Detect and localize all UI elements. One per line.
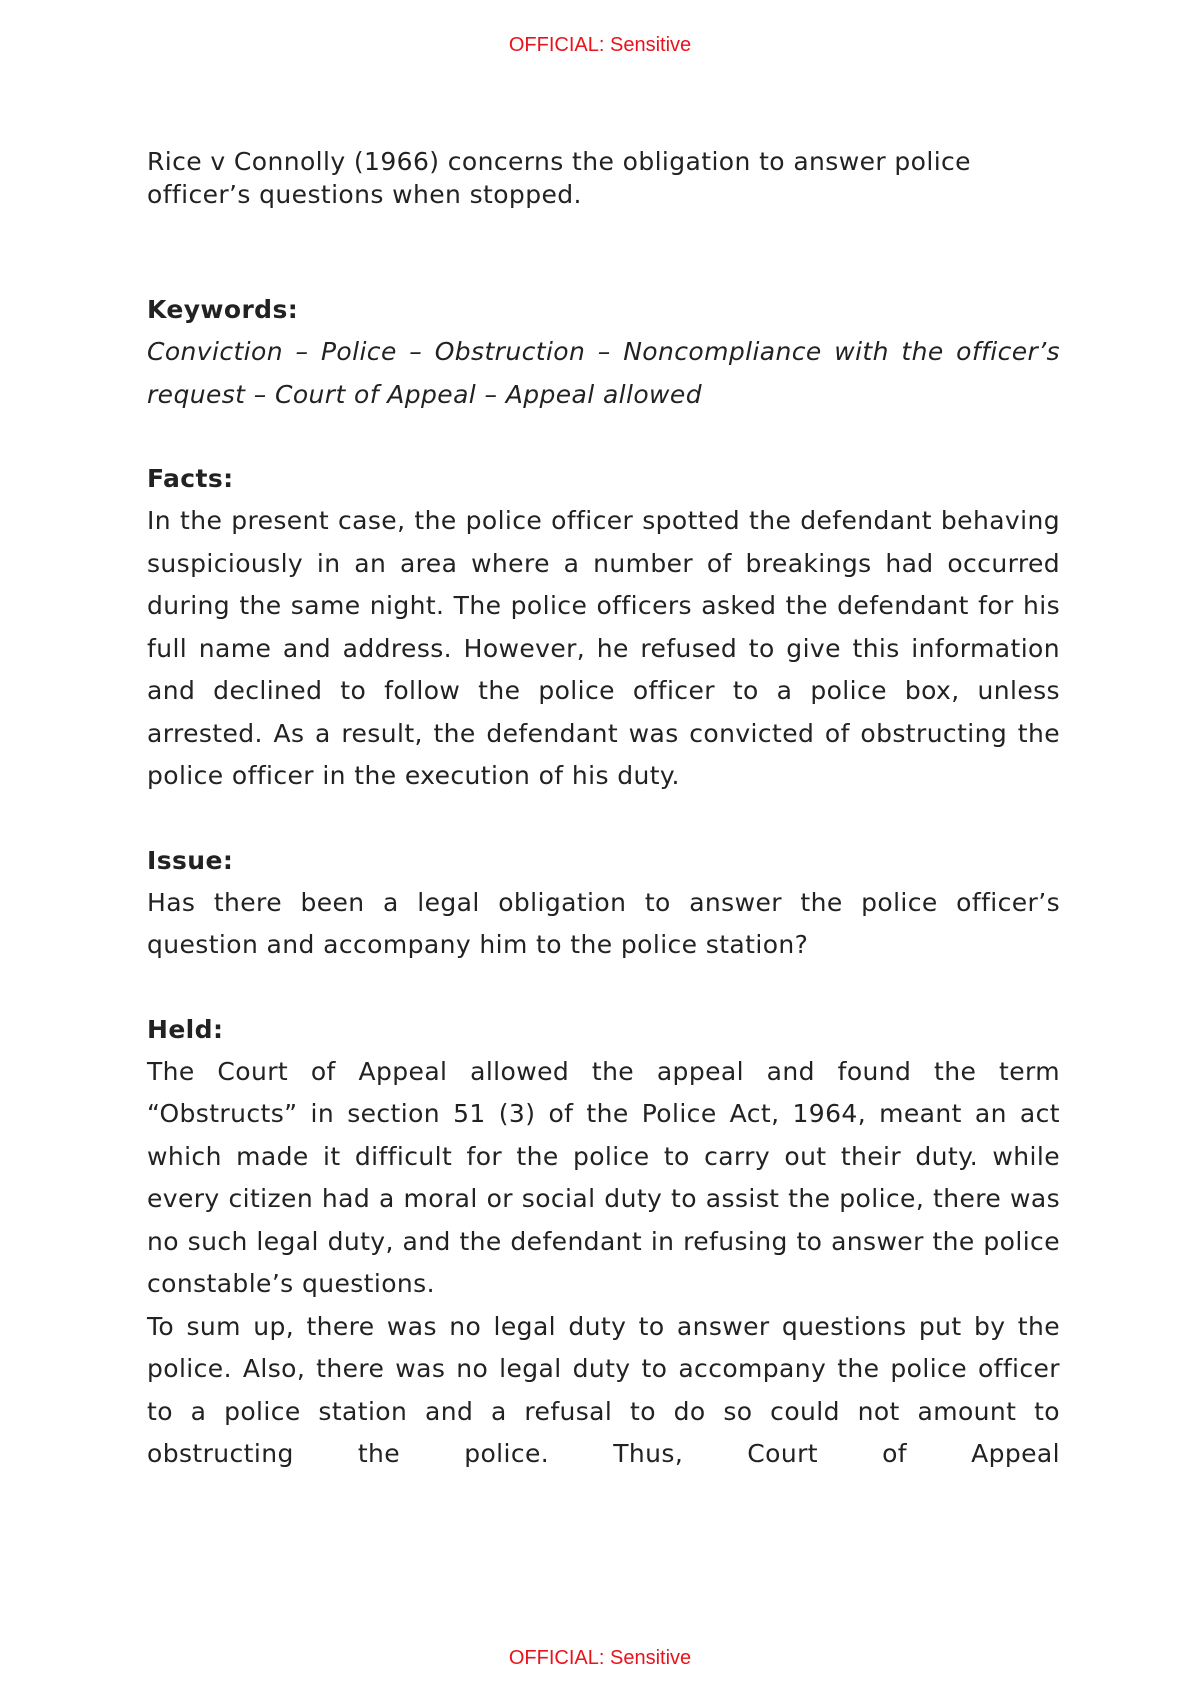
security-marking-header: OFFICIAL: Sensitive [508,34,692,56]
intro-paragraph: Rice v Connolly (1966) concerns the obligation to answer police officer’s questions when stopped. [147,147,971,209]
keywords-heading: Keywords: [147,295,299,324]
spacer [147,416,1060,458]
facts-heading: Facts: [147,464,234,493]
held-paragraph-1: The Court of Appeal allowed the appeal and found the term “Obstructs” in section 51 (3) of the Police Act, 1964, meant an act which made it difficult for the police to carry out their duty. while every citizen had a moral or social duty to assist the police, there was no such legal duty, and the defendant in refusing to answer the police constable’s questions. [147,1056,1060,1298]
document-body [147,145,1060,1476]
spacer [147,967,1060,1009]
facts-text: In the present case, the police officer spotted the defendant behaving suspiciously in an area where a number of breakings had occurred during the same night. The police officers asked the defendant for his full name and address. However, he refused to give this information and declined to follow the police officer to a police box, unless arrested. As a result, the defendant was convicted of obstructing the police officer in the execution of his duty. [147,506,1060,790]
keywords-text: Conviction – Police – Obstruction – Noncompliance with the officer’s request – Court of Appeal – Appeal allowed [147,337,1060,409]
held-paragraph-2: To sum up, there was no legal duty to answer questions put by the police. Also, there was no legal duty to accompany the police officer to a police station and a refusal to do so could not amount to obstructing the police. Thus, Court of Appeal [147,1311,1060,1468]
issue-text: Has there been a legal obligation to answer the police officer’s question and accompany him to the police station? [147,887,1060,959]
spacer [147,211,1060,289]
held-heading: Held: [147,1014,224,1044]
spacer [147,798,1060,840]
issue-heading: Issue: [147,845,234,875]
security-marking-footer: OFFICIAL: Sensitive [508,1647,692,1669]
